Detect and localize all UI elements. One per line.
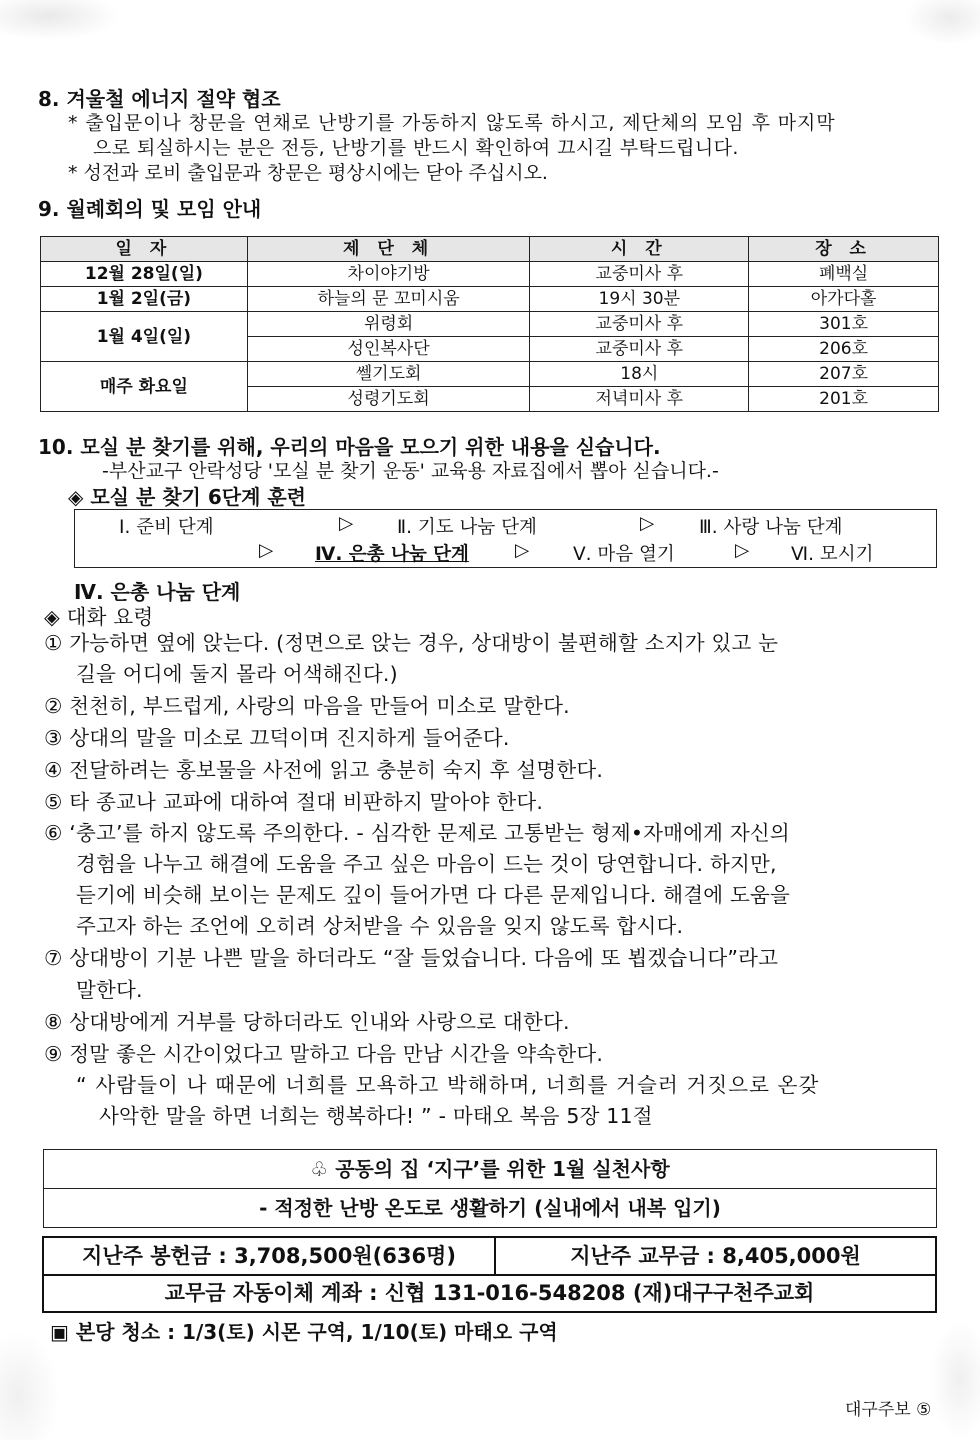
- guide-item: 말한다.: [76, 978, 143, 1002]
- table-row: [41, 287, 939, 312]
- group-cell: 하늘의 문 꼬미시움: [247, 287, 530, 312]
- meeting-schedule-table: [40, 236, 939, 412]
- step-label: Ⅲ. 사랑 나눔 단계: [699, 517, 843, 538]
- section-10-title: 10. 모실 분 찾기를 위해, 우리의 마음을 모으기 위한 내용을 싣습니다.: [38, 435, 661, 459]
- guide-item: ① 가능하면 옆에 앉는다. (정면으로 앉는 경우, 상대방이 불편해할 소지가 있고 눈: [44, 631, 779, 655]
- arrow-icon: ▷: [339, 513, 354, 534]
- guide-item: 듣기에 비슷해 보이는 문제도 깊이 들어가면 다 다른 문제입니다. 해결에 도움을: [76, 883, 790, 907]
- bible-quote: “ 사람들이 나 때문에 너희를 모욕하고 박해하며, 너희를 거슬러 거짓으로 온갖: [76, 1073, 820, 1097]
- guide-item: ③ 상대의 말을 미소로 끄덕이며 진지하게 들어준다.: [44, 726, 510, 750]
- guide-item: ⑧ 상대방에게 거부를 당하더라도 인내와 사랑으로 대한다.: [44, 1010, 570, 1034]
- page-footer: 대구주보 ⑤: [845, 1400, 932, 1420]
- place-cell: 201호: [749, 387, 939, 412]
- step-label: Ⅴ. 마음 열기: [573, 544, 675, 565]
- place-cell: 301호: [749, 312, 939, 337]
- time-cell: 저녁미사 후: [530, 387, 749, 412]
- date-cell: 12월 28일(일): [41, 262, 248, 287]
- step-label: Ⅵ. 모시기: [791, 544, 874, 565]
- table-header: 시 간: [530, 237, 749, 262]
- step-label-current: Ⅳ. 은총 나눔 단계: [315, 544, 469, 565]
- arrow-icon: ▷: [640, 513, 655, 534]
- scan-shadow: [0, 0, 120, 40]
- table-row: [41, 362, 939, 387]
- group-cell: 성인복사단: [247, 337, 530, 362]
- table-row: [41, 312, 939, 337]
- practice-item: - 적정한 난방 온도로 생활하기 (실내에서 내복 입기): [259, 1196, 721, 1220]
- time-cell: 교중미사 후: [530, 312, 749, 337]
- section-9-title: 9. 월례회의 및 모임 안내: [38, 197, 262, 221]
- place-cell: 아가다홀: [749, 287, 939, 312]
- training-title: ◈ 모실 분 찾기 6단계 훈련: [68, 485, 306, 509]
- bible-quote: 사악한 말을 하면 너희는 행복하다! ” - 마태오 복음 5장 11절: [99, 1104, 653, 1128]
- time-cell: 18시: [530, 362, 749, 387]
- date-cell: 1월 2일(금): [41, 287, 248, 312]
- guide-item: 경험을 나누고 해결에 도움을 주고 싶은 마음이 드는 것이 당연합니다. 하지만,: [76, 852, 777, 876]
- section-8-line: * 출입문이나 창문을 연채로 난방기를 가동하지 않도록 하시고, 제단체의 모임 후 마지막: [68, 112, 836, 134]
- guide-item: ⑥ ‘충고’를 하지 않도록 주의한다. - 심각한 문제로 고통받는 형제•자매에게 자신의: [44, 821, 790, 845]
- place-cell: 206호: [749, 337, 939, 362]
- guide-title: ◈ 대화 요령: [44, 605, 154, 629]
- step-label: Ⅰ. 준비 단계: [119, 517, 214, 538]
- guide-item: 주고자 하는 조언에 오히려 상처받을 수 있음을 잊지 않도록 합시다.: [76, 914, 684, 938]
- section-8-line: * 성전과 로비 출입문과 창문은 평상시에는 닫아 주십시오.: [68, 162, 548, 184]
- table-header: 제 단 체: [247, 237, 530, 262]
- time-cell: 교중미사 후: [530, 337, 749, 362]
- practice-title: ♧ 공동의 집 ‘지구’를 위한 1월 실천사항: [44, 1150, 936, 1189]
- table-header: 장 소: [749, 237, 939, 262]
- section-8-title: 8. 겨울철 에너지 절약 협조: [38, 87, 281, 111]
- guide-item: ⑦ 상대방이 기분 나쁜 말을 하더라도 “잘 들었습니다. 다음에 또 뵙겠습니다”라고: [44, 946, 779, 970]
- guide-item: 길을 어디에 둘지 몰라 어색해진다.): [76, 662, 398, 686]
- table-header-row: [41, 237, 939, 262]
- group-cell: 위령회: [247, 312, 530, 337]
- table-header: 일 자: [41, 237, 248, 262]
- offering-amount: 지난주 봉헌금 : 3,708,500원(636명): [44, 1238, 496, 1276]
- time-cell: 19시 30분: [530, 287, 749, 312]
- arrow-icon: ▷: [515, 540, 530, 561]
- guide-item: ② 천천히, 부드럽게, 사랑의 마음을 만들어 미소로 말한다.: [44, 694, 570, 718]
- stage-title: Ⅳ. 은총 나눔 단계: [74, 580, 241, 604]
- six-step-box: [74, 509, 937, 568]
- date-cell: 1월 4일(일): [41, 312, 248, 362]
- finance-box: [42, 1236, 937, 1313]
- time-cell: 교중미사 후: [530, 262, 749, 287]
- cleaning-schedule: ▣ 본당 청소 : 1/3(토) 시몬 구역, 1/10(토) 마태오 구역: [50, 1320, 558, 1344]
- group-cell: 쎌기도회: [247, 362, 530, 387]
- table-row: [41, 262, 939, 287]
- step-label: Ⅱ. 기도 나눔 단계: [397, 517, 537, 538]
- section-8-line: 으로 퇴실하시는 분은 전등, 난방기를 반드시 확인하여 끄시길 부탁드립니다.: [93, 137, 739, 159]
- section-10-subtitle: -부산교구 안락성당 '모실 분 찾기 운동' 교육용 자료집에서 뽑아 싣습니다.-: [102, 460, 719, 482]
- date-cell: 매주 화요일: [41, 362, 248, 412]
- group-cell: 성령기도회: [247, 387, 530, 412]
- guide-item: ⑤ 타 종교나 교파에 대하여 절대 비판하지 말아야 한다.: [44, 790, 544, 814]
- place-cell: 207호: [749, 362, 939, 387]
- arrow-icon: ▷: [735, 540, 750, 561]
- dues-amount: 지난주 교무금 : 8,405,000원: [496, 1238, 935, 1276]
- scan-shadow: [0, 1330, 60, 1440]
- guide-item: ④ 전달하려는 홍보물을 사전에 읽고 충분히 숙지 후 설명한다.: [44, 758, 604, 782]
- place-cell: 폐백실: [749, 262, 939, 287]
- scan-shadow: [905, 0, 980, 45]
- practice-box: [43, 1149, 937, 1228]
- arrow-icon: ▷: [259, 540, 274, 561]
- scan-shadow: [930, 1320, 980, 1440]
- group-cell: 차이야기방: [247, 262, 530, 287]
- bank-account: 교무금 자동이체 계좌 : 신협 131-016-548208 (재)대구구천주교회: [164, 1281, 815, 1305]
- guide-item: ⑨ 정말 좋은 시간이었다고 말하고 다음 만남 시간을 약속한다.: [44, 1042, 604, 1066]
